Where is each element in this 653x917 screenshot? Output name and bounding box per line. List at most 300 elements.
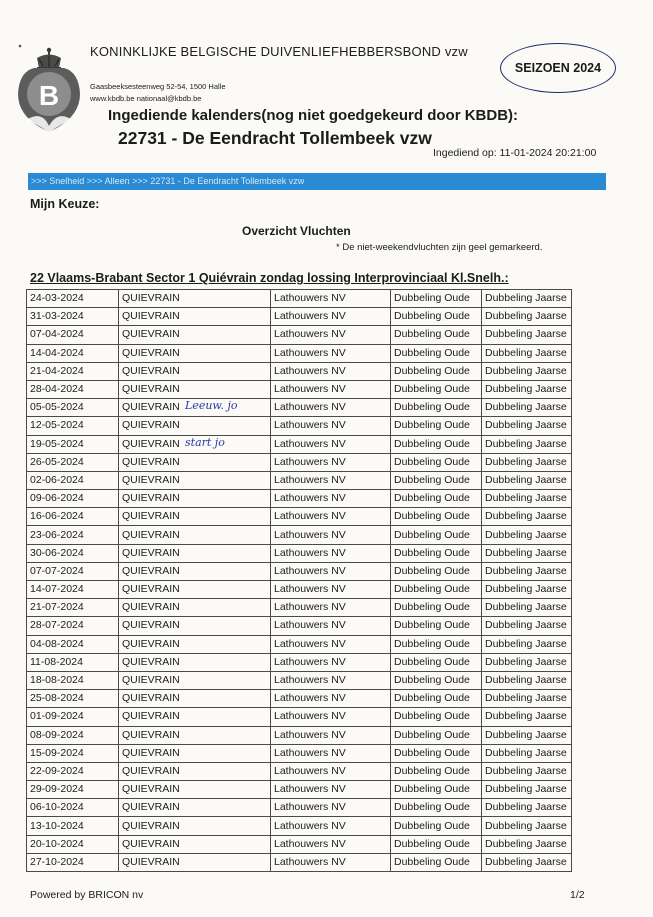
flight-date-text: 14-07-2024 xyxy=(30,583,84,596)
flight-date-text: 15-09-2024 xyxy=(30,746,84,759)
category-old-cell xyxy=(391,653,482,671)
svg-text:B: B xyxy=(38,80,60,111)
transporter-text: Lathouwers NV xyxy=(274,528,346,541)
release-place-cell xyxy=(119,817,271,835)
category-young-cell xyxy=(482,344,572,362)
transporter-cell xyxy=(271,690,391,708)
transporter-text: Lathouwers NV xyxy=(274,801,346,814)
release-place-text: QUIEVRAIN xyxy=(122,728,180,741)
category-old-cell xyxy=(391,781,482,799)
organisation-name: KONINKLIJKE BELGISCHE DUIVENLIEFHEBBERSBOND vzw xyxy=(90,44,468,59)
transporter-text: Lathouwers NV xyxy=(274,473,346,486)
category-old-cell xyxy=(391,399,482,417)
category-young-text: Dubbeling Jaarse xyxy=(485,637,567,650)
category-old-cell xyxy=(391,708,482,726)
category-young-cell xyxy=(482,417,572,435)
table-row xyxy=(27,453,572,471)
table-row xyxy=(27,835,572,853)
category-old-cell xyxy=(391,380,482,398)
page-title: Ingediende kalenders(nog niet goedgekeurd door KBDB): xyxy=(108,107,519,124)
table-row xyxy=(27,417,572,435)
section-title: 22 Vlaams-Brabant Sector 1 Quiévrain zondag lossing Interprovinciaal Kl.Snelh.: xyxy=(30,271,509,285)
release-place-text: QUIEVRAIN xyxy=(122,801,180,814)
category-young-text: Dubbeling Jaarse xyxy=(485,855,567,868)
table-row xyxy=(27,853,572,871)
flight-date-cell xyxy=(27,671,119,689)
table-row xyxy=(27,526,572,544)
flight-date-text: 13-10-2024 xyxy=(30,819,84,832)
category-old-cell xyxy=(391,417,482,435)
transporter-text: Lathouwers NV xyxy=(274,292,346,305)
category-young-cell xyxy=(482,671,572,689)
transporter-text: Lathouwers NV xyxy=(274,855,346,868)
category-old-text: Dubbeling Oude xyxy=(394,473,470,486)
category-old-cell xyxy=(391,635,482,653)
category-old-cell xyxy=(391,617,482,635)
category-old-text: Dubbeling Oude xyxy=(394,819,470,832)
transporter-cell xyxy=(271,744,391,762)
category-old-cell xyxy=(391,326,482,344)
table-row xyxy=(27,799,572,817)
transporter-text: Lathouwers NV xyxy=(274,819,346,832)
flight-date-cell xyxy=(27,690,119,708)
category-young-cell xyxy=(482,508,572,526)
category-young-text: Dubbeling Jaarse xyxy=(485,619,567,632)
release-place-text: QUIEVRAIN xyxy=(122,401,180,414)
release-place-text: QUIEVRAIN xyxy=(122,692,180,705)
category-young-text: Dubbeling Jaarse xyxy=(485,564,567,577)
category-young-text: Dubbeling Jaarse xyxy=(485,837,567,850)
flight-date-text: 07-07-2024 xyxy=(30,564,84,577)
category-young-cell xyxy=(482,799,572,817)
category-old-cell xyxy=(391,835,482,853)
flight-date-cell xyxy=(27,344,119,362)
release-place-text: QUIEVRAIN xyxy=(122,383,180,396)
transporter-cell xyxy=(271,581,391,599)
category-old-text: Dubbeling Oude xyxy=(394,546,470,559)
release-place-text: QUIEVRAIN xyxy=(122,601,180,614)
category-young-text: Dubbeling Jaarse xyxy=(485,455,567,468)
category-old-text: Dubbeling Oude xyxy=(394,437,470,450)
release-place-cell xyxy=(119,690,271,708)
flight-date-text: 28-07-2024 xyxy=(30,619,84,632)
flight-date-cell xyxy=(27,853,119,871)
flight-date-text: 25-08-2024 xyxy=(30,692,84,705)
flight-date-cell xyxy=(27,380,119,398)
release-place-text: QUIEVRAIN xyxy=(122,710,180,723)
release-place-text: QUIEVRAIN xyxy=(122,764,180,777)
flight-date-text: 21-07-2024 xyxy=(30,601,84,614)
release-place-text: QUIEVRAIN xyxy=(122,819,180,832)
category-old-text: Dubbeling Oude xyxy=(394,292,470,305)
table-row xyxy=(27,399,572,417)
transporter-cell xyxy=(271,617,391,635)
transporter-cell xyxy=(271,490,391,508)
category-young-cell xyxy=(482,762,572,780)
release-place-cell xyxy=(119,362,271,380)
breadcrumb-bar xyxy=(28,173,606,190)
flight-date-text: 20-10-2024 xyxy=(30,837,84,850)
transporter-text: Lathouwers NV xyxy=(274,455,346,468)
table-row xyxy=(27,380,572,398)
release-place-cell xyxy=(119,799,271,817)
category-old-cell xyxy=(391,817,482,835)
category-young-text: Dubbeling Jaarse xyxy=(485,783,567,796)
transporter-text: Lathouwers NV xyxy=(274,346,346,359)
release-place-cell xyxy=(119,453,271,471)
category-old-cell xyxy=(391,581,482,599)
category-young-cell xyxy=(482,308,572,326)
category-young-cell xyxy=(482,471,572,489)
category-young-cell xyxy=(482,708,572,726)
release-place-cell xyxy=(119,653,271,671)
category-young-text: Dubbeling Jaarse xyxy=(485,473,567,486)
table-row xyxy=(27,708,572,726)
table-row xyxy=(27,471,572,489)
transporter-text: Lathouwers NV xyxy=(274,310,346,323)
release-place-text: QUIEVRAIN xyxy=(122,510,180,523)
category-old-cell xyxy=(391,599,482,617)
table-row xyxy=(27,671,572,689)
release-place-text: QUIEVRAIN xyxy=(122,346,180,359)
transporter-text: Lathouwers NV xyxy=(274,783,346,796)
transporter-cell xyxy=(271,835,391,853)
category-young-cell xyxy=(482,453,572,471)
category-young-cell xyxy=(482,362,572,380)
category-old-text: Dubbeling Oude xyxy=(394,837,470,850)
flight-date-text: 30-06-2024 xyxy=(30,546,84,559)
flight-date-text: 14-04-2024 xyxy=(30,346,84,359)
category-young-text: Dubbeling Jaarse xyxy=(485,292,567,305)
category-old-cell xyxy=(391,726,482,744)
release-place-cell xyxy=(119,290,271,308)
transporter-text: Lathouwers NV xyxy=(274,510,346,523)
release-place-cell xyxy=(119,726,271,744)
table-row xyxy=(27,781,572,799)
category-old-cell xyxy=(391,290,482,308)
flight-date-cell xyxy=(27,744,119,762)
transporter-text: Lathouwers NV xyxy=(274,728,346,741)
category-old-cell xyxy=(391,526,482,544)
release-place-text: QUIEVRAIN xyxy=(122,783,180,796)
category-young-text: Dubbeling Jaarse xyxy=(485,364,567,377)
category-old-cell xyxy=(391,799,482,817)
category-young-cell xyxy=(482,817,572,835)
table-row xyxy=(27,726,572,744)
category-old-text: Dubbeling Oude xyxy=(394,364,470,377)
release-place-cell xyxy=(119,762,271,780)
category-old-text: Dubbeling Oude xyxy=(394,619,470,632)
category-old-text: Dubbeling Oude xyxy=(394,601,470,614)
flight-date-cell xyxy=(27,526,119,544)
flight-date-text: 07-04-2024 xyxy=(30,328,84,341)
transporter-text: Lathouwers NV xyxy=(274,364,346,377)
transporter-cell xyxy=(271,599,391,617)
release-place-cell xyxy=(119,544,271,562)
category-old-text: Dubbeling Oude xyxy=(394,346,470,359)
release-place-cell xyxy=(119,471,271,489)
table-row xyxy=(27,635,572,653)
category-young-cell xyxy=(482,544,572,562)
release-place-cell xyxy=(119,581,271,599)
release-place-cell xyxy=(119,380,271,398)
category-old-text: Dubbeling Oude xyxy=(394,310,470,323)
category-young-text: Dubbeling Jaarse xyxy=(485,383,567,396)
flight-date-cell xyxy=(27,781,119,799)
flight-date-text: 31-03-2024 xyxy=(30,310,84,323)
contact-line: www.kbdb.be nationaal@kbdb.be xyxy=(90,94,202,103)
flight-date-cell xyxy=(27,817,119,835)
release-place-cell xyxy=(119,744,271,762)
weekend-note: * De niet-weekendvluchten zijn geel gemarkeerd. xyxy=(336,242,543,253)
category-old-cell xyxy=(391,762,482,780)
transporter-cell xyxy=(271,417,391,435)
transporter-cell xyxy=(271,508,391,526)
category-old-text: Dubbeling Oude xyxy=(394,728,470,741)
category-old-cell xyxy=(391,471,482,489)
table-row xyxy=(27,744,572,762)
release-place-text: QUIEVRAIN xyxy=(122,528,180,541)
flight-date-text: 21-04-2024 xyxy=(30,364,84,377)
transporter-cell xyxy=(271,653,391,671)
release-place-cell xyxy=(119,417,271,435)
table-row xyxy=(27,653,572,671)
release-place-cell xyxy=(119,435,271,453)
transporter-cell xyxy=(271,853,391,871)
release-place-cell xyxy=(119,853,271,871)
club-name: 22731 - De Eendracht Tollembeek vzw xyxy=(118,128,432,148)
category-young-text: Dubbeling Jaarse xyxy=(485,674,567,687)
flight-date-text: 26-05-2024 xyxy=(30,455,84,468)
table-row xyxy=(27,762,572,780)
category-old-cell xyxy=(391,435,482,453)
category-young-cell xyxy=(482,435,572,453)
flight-date-text: 01-09-2024 xyxy=(30,710,84,723)
transporter-text: Lathouwers NV xyxy=(274,419,346,432)
release-place-cell xyxy=(119,599,271,617)
transporter-cell xyxy=(271,362,391,380)
category-young-text: Dubbeling Jaarse xyxy=(485,801,567,814)
category-old-cell xyxy=(391,690,482,708)
category-old-text: Dubbeling Oude xyxy=(394,583,470,596)
address-block xyxy=(90,81,226,105)
release-place-text: QUIEVRAIN xyxy=(122,564,180,577)
release-place-cell xyxy=(119,490,271,508)
category-old-text: Dubbeling Oude xyxy=(394,564,470,577)
release-place-text: QUIEVRAIN xyxy=(122,419,180,432)
transporter-cell xyxy=(271,399,391,417)
powered-by: Powered by BRICON nv xyxy=(30,889,144,901)
release-place-cell xyxy=(119,308,271,326)
flight-date-text: 04-08-2024 xyxy=(30,637,84,650)
breadcrumb[interactable]: >>> Snelheid >>> Alleen >>> 22731 - De Eendracht Tollembeek vzw xyxy=(31,176,305,186)
page-number: 1/2 xyxy=(570,889,585,901)
category-young-cell xyxy=(482,835,572,853)
category-young-text: Dubbeling Jaarse xyxy=(485,310,567,323)
table-row xyxy=(27,508,572,526)
category-old-text: Dubbeling Oude xyxy=(394,764,470,777)
transporter-text: Lathouwers NV xyxy=(274,619,346,632)
category-old-text: Dubbeling Oude xyxy=(394,401,470,414)
transporter-text: Lathouwers NV xyxy=(274,328,346,341)
category-old-text: Dubbeling Oude xyxy=(394,528,470,541)
flight-date-text: 06-10-2024 xyxy=(30,801,84,814)
category-young-text: Dubbeling Jaarse xyxy=(485,601,567,614)
flight-date-cell xyxy=(27,635,119,653)
transporter-cell xyxy=(271,326,391,344)
transporter-text: Lathouwers NV xyxy=(274,746,346,759)
transporter-cell xyxy=(271,635,391,653)
category-young-text: Dubbeling Jaarse xyxy=(485,419,567,432)
transporter-cell xyxy=(271,435,391,453)
flights-table xyxy=(26,289,572,872)
flight-date-cell xyxy=(27,417,119,435)
category-old-cell xyxy=(391,490,482,508)
transporter-cell xyxy=(271,544,391,562)
flight-date-cell xyxy=(27,762,119,780)
flight-date-text: 29-09-2024 xyxy=(30,783,84,796)
handwritten-note: Leeuw. jo xyxy=(185,399,238,413)
table-row xyxy=(27,617,572,635)
release-place-cell xyxy=(119,562,271,580)
flight-date-text: 11-08-2024 xyxy=(30,655,83,668)
table-row xyxy=(27,362,572,380)
category-young-text: Dubbeling Jaarse xyxy=(485,728,567,741)
category-old-text: Dubbeling Oude xyxy=(394,692,470,705)
category-young-text: Dubbeling Jaarse xyxy=(485,528,567,541)
category-young-cell xyxy=(482,635,572,653)
transporter-text: Lathouwers NV xyxy=(274,583,346,596)
handwritten-note: start jo xyxy=(185,435,225,449)
release-place-text: QUIEVRAIN xyxy=(122,328,180,341)
kbdb-logo-icon xyxy=(12,38,86,138)
transporter-cell xyxy=(271,308,391,326)
flight-date-cell xyxy=(27,653,119,671)
category-young-text: Dubbeling Jaarse xyxy=(485,492,567,505)
flight-date-cell xyxy=(27,544,119,562)
transporter-text: Lathouwers NV xyxy=(274,383,346,396)
transporter-cell xyxy=(271,762,391,780)
flight-date-cell xyxy=(27,326,119,344)
flight-date-text: 16-06-2024 xyxy=(30,510,84,523)
category-old-cell xyxy=(391,853,482,871)
category-old-text: Dubbeling Oude xyxy=(394,855,470,868)
table-row xyxy=(27,290,572,308)
flight-date-text: 18-08-2024 xyxy=(30,674,84,687)
flight-date-text: 27-10-2024 xyxy=(30,855,84,868)
submission-timestamp: Ingediend op: 11-01-2024 20:21:00 xyxy=(433,147,597,159)
category-young-cell xyxy=(482,326,572,344)
table-row xyxy=(27,308,572,326)
category-old-text: Dubbeling Oude xyxy=(394,746,470,759)
category-young-cell xyxy=(482,581,572,599)
release-place-text: QUIEVRAIN xyxy=(122,637,180,650)
flight-date-text: 24-03-2024 xyxy=(30,292,84,305)
season-badge: SEIZOEN 2024 xyxy=(500,43,616,93)
release-place-cell xyxy=(119,671,271,689)
category-old-cell xyxy=(391,562,482,580)
overview-title: Overzicht Vluchten xyxy=(242,224,351,238)
category-old-text: Dubbeling Oude xyxy=(394,455,470,468)
category-young-cell xyxy=(482,744,572,762)
table-row xyxy=(27,435,572,453)
release-place-cell xyxy=(119,835,271,853)
flight-date-cell xyxy=(27,799,119,817)
category-young-cell xyxy=(482,380,572,398)
transporter-text: Lathouwers NV xyxy=(274,837,346,850)
table-row xyxy=(27,581,572,599)
release-place-cell xyxy=(119,635,271,653)
transporter-text: Lathouwers NV xyxy=(274,401,346,414)
category-young-text: Dubbeling Jaarse xyxy=(485,692,567,705)
flight-date-text: 12-05-2024 xyxy=(30,419,84,432)
release-place-text: QUIEVRAIN xyxy=(122,837,180,850)
release-place-text: QUIEVRAIN xyxy=(122,364,180,377)
transporter-text: Lathouwers NV xyxy=(274,710,346,723)
release-place-text: QUIEVRAIN xyxy=(122,546,180,559)
transporter-cell xyxy=(271,781,391,799)
category-young-text: Dubbeling Jaarse xyxy=(485,710,567,723)
category-old-text: Dubbeling Oude xyxy=(394,637,470,650)
flight-date-cell xyxy=(27,508,119,526)
category-old-text: Dubbeling Oude xyxy=(394,801,470,814)
release-place-text: QUIEVRAIN xyxy=(122,437,180,450)
transporter-text: Lathouwers NV xyxy=(274,564,346,577)
category-old-cell xyxy=(391,744,482,762)
category-old-text: Dubbeling Oude xyxy=(394,655,470,668)
category-old-cell xyxy=(391,508,482,526)
category-old-cell xyxy=(391,671,482,689)
transporter-cell xyxy=(271,708,391,726)
flight-date-cell xyxy=(27,599,119,617)
flight-date-text: 22-09-2024 xyxy=(30,764,84,777)
category-young-cell xyxy=(482,653,572,671)
category-young-cell xyxy=(482,853,572,871)
transporter-text: Lathouwers NV xyxy=(274,601,346,614)
category-old-cell xyxy=(391,362,482,380)
flight-date-text: 28-04-2024 xyxy=(30,383,84,396)
category-young-cell xyxy=(482,599,572,617)
flight-date-cell xyxy=(27,453,119,471)
address-line: Gaasbeeksesteenweg 52-54, 1500 Halle xyxy=(90,82,226,91)
category-young-cell xyxy=(482,526,572,544)
category-young-cell xyxy=(482,399,572,417)
category-young-text: Dubbeling Jaarse xyxy=(485,546,567,559)
category-old-text: Dubbeling Oude xyxy=(394,783,470,796)
transporter-cell xyxy=(271,471,391,489)
category-young-text: Dubbeling Jaarse xyxy=(485,819,567,832)
flight-date-cell xyxy=(27,435,119,453)
table-row xyxy=(27,599,572,617)
category-young-text: Dubbeling Jaarse xyxy=(485,655,567,668)
category-young-text: Dubbeling Jaarse xyxy=(485,583,567,596)
flight-date-cell xyxy=(27,617,119,635)
transporter-text: Lathouwers NV xyxy=(274,492,346,505)
category-young-text: Dubbeling Jaarse xyxy=(485,401,567,414)
release-place-cell xyxy=(119,526,271,544)
release-place-cell xyxy=(119,708,271,726)
category-young-cell xyxy=(482,690,572,708)
flight-date-cell xyxy=(27,835,119,853)
flight-date-text: 09-06-2024 xyxy=(30,492,84,505)
release-place-text: QUIEVRAIN xyxy=(122,655,180,668)
transporter-text: Lathouwers NV xyxy=(274,546,346,559)
transporter-cell xyxy=(271,290,391,308)
release-place-text: QUIEVRAIN xyxy=(122,583,180,596)
release-place-cell xyxy=(119,781,271,799)
category-young-text: Dubbeling Jaarse xyxy=(485,328,567,341)
flight-date-cell xyxy=(27,581,119,599)
